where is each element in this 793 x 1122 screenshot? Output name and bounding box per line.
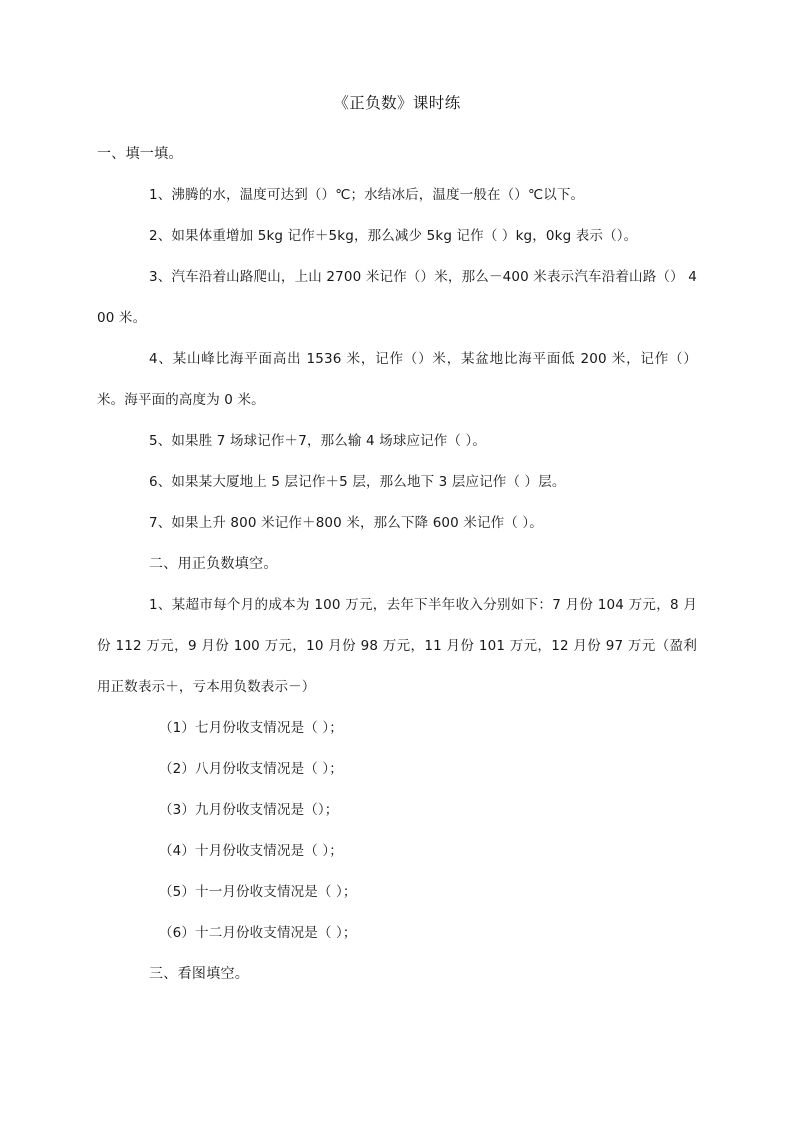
page-title: 《正负数》课时练 — [333, 94, 461, 112]
section-heading-3: 三、看图填空。 — [149, 966, 250, 982]
question-item: 1、沸腾的水，温度可达到（）℃；水结冰后，温度一般在（）℃以下。 — [149, 187, 585, 203]
question-item: 3、汽车沿着山路爬山，上山 2700 米记作（）米，那么－400 米表示汽车沿着山路（） 400 米。 — [97, 269, 697, 326]
section-heading-1: 一、填一填。 — [97, 146, 183, 162]
question-item: 5、如果胜 7 场球记作＋7，那么输 4 场球应记作（ ）。 — [149, 433, 487, 449]
question-item: 2、如果体重增加 5kg 记作＋5kg，那么减少 5kg 记作（ ）kg，0kg 表示（）。 — [149, 228, 638, 244]
question-item: 4、某山峰比海平面高出 1536 米，记作（）米，某盆地比海平面低 200 米，记作（）米。海平面的高度为 0 米。 — [97, 351, 697, 408]
sub-item: （3）九月份收支情况是（）； — [159, 802, 339, 818]
sub-item: （4）十月份收支情况是（ ）； — [159, 843, 343, 859]
document-body — [97, 92, 697, 995]
sub-item: （6）十二月份收支情况是（ ）； — [159, 925, 357, 941]
question-item: 6、如果某大厦地上 5 层记作＋5 层，那么地下 3 层应记作（ ）层。 — [149, 474, 566, 490]
sub-item: （5）十一月份收支情况是（ ）； — [159, 884, 357, 900]
question-item: 7、如果上升 800 米记作＋800 米，那么下降 600 米记作（ ）。 — [149, 515, 543, 531]
section-heading-2: 二、用正负数填空。 — [149, 556, 278, 572]
sub-item: （2）八月份收支情况是（ ）； — [159, 761, 343, 777]
sub-item: （1）七月份收支情况是（ ）； — [159, 720, 343, 736]
question-item: 1、某超市每个月的成本为 100 万元，去年下半年收入分别如下：7 月份 104 万元，8 月份 112 万元，9 月份 100 万元，10 月份 98 万元，11 月份 101 万元，12 月份 97 万元（盈利用正数表示＋，亏本用负数表示－） — [97, 597, 697, 695]
